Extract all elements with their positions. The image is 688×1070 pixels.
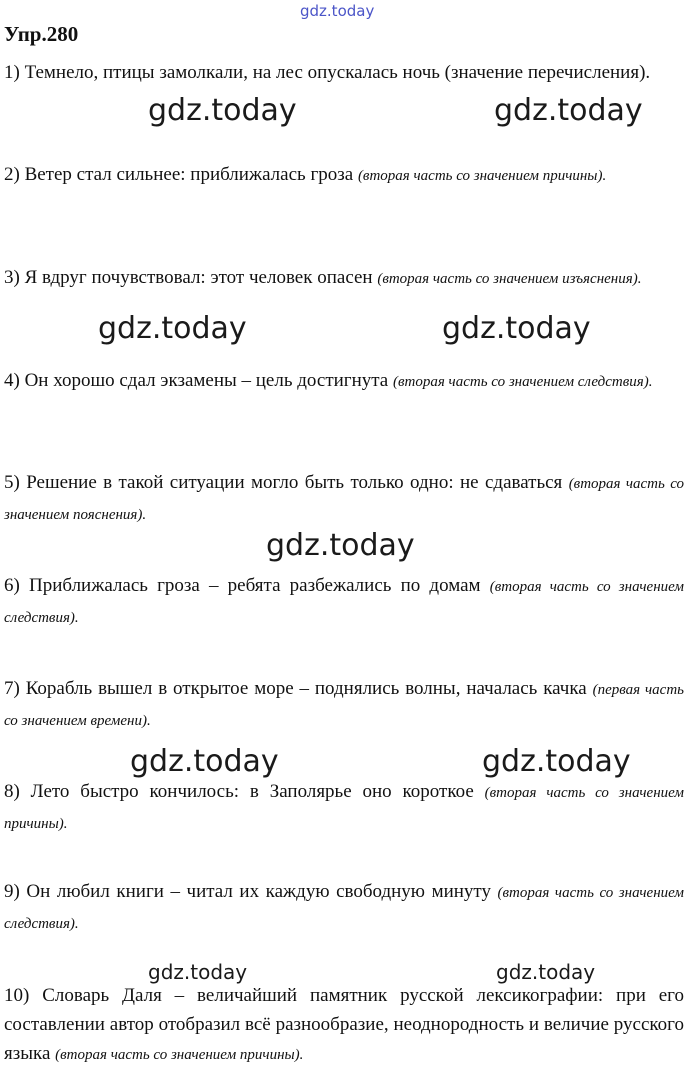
watermark: gdz.today [98,311,247,346]
watermark: gdz.today [494,93,643,128]
watermark: gdz.today [148,93,297,128]
item-note: (вторая часть со значением пояснения). [4,476,685,523]
exercise-item-10 [4,981,684,1070]
exercise-item-9 [4,877,684,939]
exercise-item-1 [4,58,684,87]
exercise-item-7 [4,674,684,736]
item-note: (вторая часть со значением следствия). [4,579,685,626]
item-note: (вторая часть со значением причины). [4,785,685,832]
exercise-item-4 [4,366,684,397]
item-text: 3) Я вдруг почувствовал: этот человек опасен [4,267,373,288]
header-watermark: gdz.today [300,2,375,20]
item-text: 2) Ветер стал сильнее: приближалась гроза [4,164,354,185]
item-text: 10) Словарь Даля – величайший памятник русской лексикографии: при его составлении автор отобразил всё разнообразие, неоднородность и величие русского языка [4,985,684,1064]
exercise-title: Упр.280 [4,22,79,46]
watermark: gdz.today [148,960,248,984]
watermark: gdz.today [130,744,279,779]
item-text: 5) Решение в такой ситуации могло быть только одно: не сдаваться [4,472,563,493]
item-text: 1) Темнело, птицы замолкали, на лес опускалась ночь (значение перечисления). [4,62,651,83]
watermark: gdz.today [482,744,631,779]
item-text: 8) Лето быстро кончилось: в Заполярье оно короткое [4,781,474,802]
item-text: 7) Корабль вышел в открытое море – поднялись волны, началась качка [4,678,587,699]
item-note: (вторая часть со значением изъяснения). [377,271,642,287]
item-text: 6) Приближалась гроза – ребята разбежались по домам [4,575,481,596]
item-note: (первая часть со значением времени). [4,682,684,729]
watermark: gdz.today [442,311,591,346]
item-text: 9) Он любил книги – читал их каждую свободную минуту [4,881,491,902]
exercise-item-5 [4,468,684,530]
item-note: (вторая часть со значением причины). [357,168,607,184]
item-note: (вторая часть со значением следствия). [393,374,653,390]
exercise-item-8 [4,777,684,839]
item-note: (вторая часть со значением причины). [55,1047,304,1063]
exercise-item-2 [4,160,684,191]
exercise-item-3 [4,263,684,294]
watermark: gdz.today [266,528,415,563]
exercise-item-6 [4,571,684,633]
item-note: (вторая часть со значением следствия). [4,885,684,932]
item-text: 4) Он хорошо сдал экзамены – цель достигнута [4,370,389,391]
watermark: gdz.today [496,960,596,984]
